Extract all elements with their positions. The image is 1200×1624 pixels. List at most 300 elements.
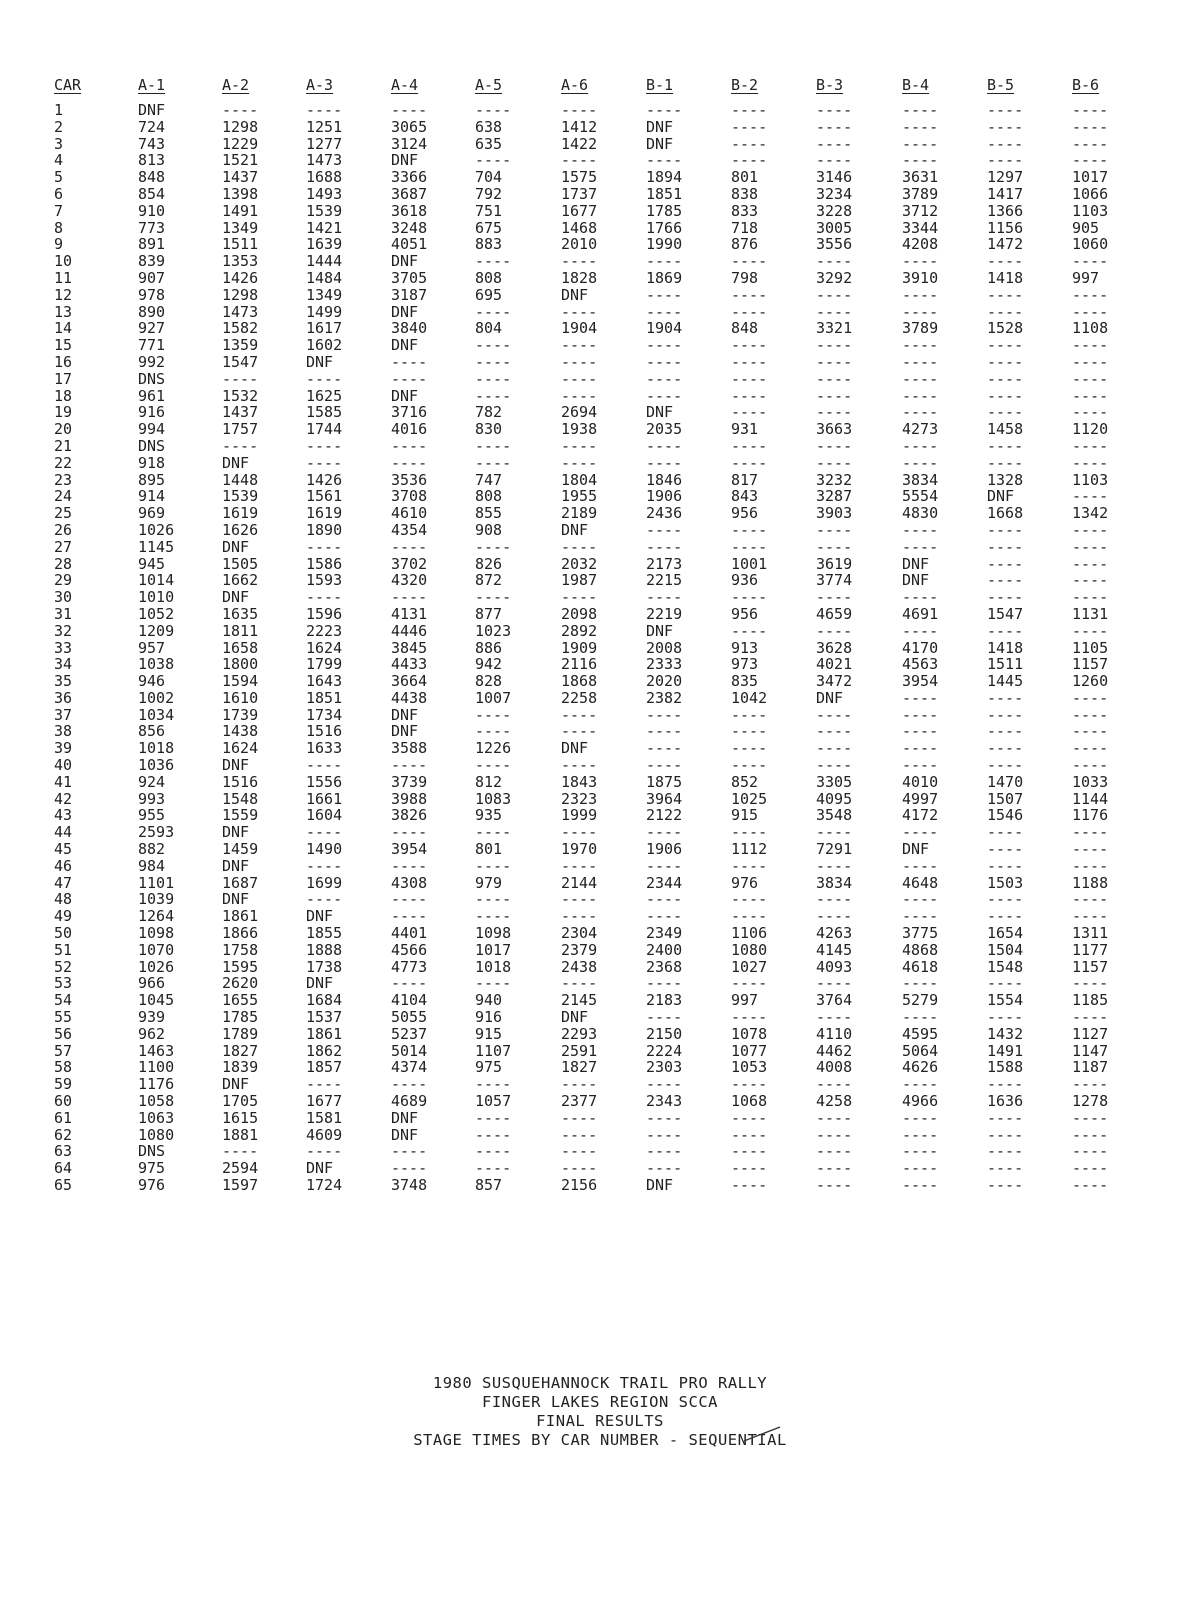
table-row xyxy=(54,673,1132,690)
stage-time-cell: ---- xyxy=(1072,521,1109,539)
stage-time-cell: 1528 xyxy=(987,320,1024,338)
stage-time-cell: ---- xyxy=(987,1177,1024,1194)
stage-time-cell: 1857 xyxy=(306,1059,343,1077)
stage-time-cell: 848 xyxy=(138,169,166,186)
stage-time-cell: ---- xyxy=(475,454,512,472)
stage-time-cell: 804 xyxy=(475,320,503,338)
stage-time-cell: 1103 xyxy=(1072,202,1109,220)
stage-time-cell: ---- xyxy=(902,891,939,909)
stage-time-cell: 1516 xyxy=(306,723,343,741)
stage-time-cell: 1101 xyxy=(138,874,175,892)
stage-time-cell: ---- xyxy=(902,437,939,455)
car-number-cell: 30 xyxy=(54,589,73,606)
stage-time-cell: ---- xyxy=(1072,337,1109,354)
stage-time-cell: ---- xyxy=(391,857,428,875)
stage-time-cell: ---- xyxy=(902,337,939,354)
stage-time-cell: 1251 xyxy=(306,118,343,136)
stage-time-cell: ---- xyxy=(731,253,768,270)
column-header-label: B-6 xyxy=(1072,76,1100,94)
stage-time-cell: 915 xyxy=(475,1025,503,1043)
stage-time-cell: ---- xyxy=(902,152,939,170)
stage-time-cell: ---- xyxy=(391,757,428,774)
stage-time-cell: ---- xyxy=(987,353,1024,371)
stage-time-cell: 4401 xyxy=(391,925,428,942)
table-row xyxy=(54,169,1132,186)
stage-time-cell: 1868 xyxy=(561,673,598,690)
stage-time-cell: 2379 xyxy=(561,941,598,959)
stage-time-cell: ---- xyxy=(816,152,853,170)
stage-time-cell: ---- xyxy=(902,723,939,741)
column-header-a-4 xyxy=(391,66,475,102)
organizer: FINGER LAKES REGION SCCA xyxy=(482,1393,718,1411)
stage-time-cell: ---- xyxy=(816,286,853,304)
stage-time-cell: ---- xyxy=(646,102,683,119)
car-number-cell: 49 xyxy=(54,908,73,926)
stage-time-cell: ---- xyxy=(816,622,853,640)
stage-time-cell: 992 xyxy=(138,353,166,371)
stage-time-cell: 4563 xyxy=(902,656,939,674)
stage-time-cell: 1585 xyxy=(306,404,343,422)
stage-time-cell: 4010 xyxy=(902,773,939,791)
stage-time-cell: ---- xyxy=(987,337,1024,354)
stage-time-cell: ---- xyxy=(561,975,598,993)
stage-time-cell: 2183 xyxy=(646,992,683,1010)
stage-time-cell: ---- xyxy=(1072,891,1109,909)
stage-time-cell: 747 xyxy=(475,471,503,489)
stage-time-cell: 876 xyxy=(731,236,759,254)
stage-time-cell: 2303 xyxy=(646,1059,683,1077)
car-number-cell: 27 xyxy=(54,538,73,556)
stage-time-cell: 997 xyxy=(731,992,759,1010)
stage-time-cell: ---- xyxy=(1072,286,1109,304)
stage-time-cell: 2116 xyxy=(561,656,598,674)
column-header-b-5 xyxy=(987,66,1072,102)
stage-time-cell: ---- xyxy=(391,538,428,556)
stage-time-cell: 1705 xyxy=(222,1093,259,1110)
stage-time-cell: DNF xyxy=(391,253,419,270)
stage-time-cell: 942 xyxy=(475,656,503,674)
stage-time-cell: ---- xyxy=(987,1160,1024,1177)
column-header-label: A-1 xyxy=(138,76,166,94)
stage-time-cell: ---- xyxy=(731,723,768,741)
stage-time-cell: ---- xyxy=(222,437,259,455)
stage-time-cell: ---- xyxy=(475,353,512,371)
stage-time-cell: 1677 xyxy=(561,202,598,220)
stage-time-cell: ---- xyxy=(561,102,598,119)
stage-time-cell: ---- xyxy=(646,353,683,371)
stage-time-cell: ---- xyxy=(646,521,683,539)
stage-time-cell: 4868 xyxy=(902,941,939,959)
stage-time-cell: 1739 xyxy=(222,706,259,724)
stage-time-cell: 813 xyxy=(138,152,166,170)
stage-time-cell: DNF xyxy=(646,1177,674,1194)
stage-time-cell: 4051 xyxy=(391,236,428,254)
car-number-cell: 25 xyxy=(54,505,73,522)
car-number-cell: 16 xyxy=(54,353,73,371)
stage-time-cell: 3248 xyxy=(391,219,428,237)
stage-time-cell: ---- xyxy=(987,1009,1024,1026)
stage-time-cell: 2594 xyxy=(222,1160,259,1177)
stage-time-cell: DNF xyxy=(391,152,419,170)
stage-time-cell: 1894 xyxy=(646,169,683,186)
stage-time-cell: ---- xyxy=(561,1160,598,1177)
stage-time-cell: ---- xyxy=(816,337,853,354)
table-row xyxy=(54,455,1132,472)
table-row xyxy=(54,1059,1132,1076)
stage-time-cell: 1724 xyxy=(306,1177,343,1194)
stage-time-cell: 4308 xyxy=(391,874,428,892)
stage-time-cell: ---- xyxy=(561,253,598,270)
stage-time-cell: 1077 xyxy=(731,1042,768,1060)
stage-time-cell: 1458 xyxy=(987,421,1024,438)
stage-time-cell: 3146 xyxy=(816,169,853,186)
stage-time-cell: DNF xyxy=(222,1076,250,1094)
stage-time-cell: 997 xyxy=(1072,269,1100,287)
stage-time-cell: ---- xyxy=(646,337,683,354)
car-number-cell: 6 xyxy=(54,185,64,203)
table-row xyxy=(54,404,1132,421)
stage-time-cell: ---- xyxy=(816,891,853,909)
table-row xyxy=(54,236,1132,253)
stage-time-cell: 3124 xyxy=(391,135,428,153)
car-number-cell: 65 xyxy=(54,1177,73,1194)
stage-time-cell: 1349 xyxy=(222,219,259,237)
stage-time-cell: ---- xyxy=(306,538,343,556)
stage-time-cell: 3628 xyxy=(816,639,853,657)
stage-time-cell: 3472 xyxy=(816,673,853,690)
stage-time-cell: 1057 xyxy=(475,1093,512,1110)
stage-time-cell: ---- xyxy=(646,152,683,170)
stage-time-cell: ---- xyxy=(222,1143,259,1161)
stage-time-cell: ---- xyxy=(1072,437,1109,455)
stage-time-cell: 1987 xyxy=(561,572,598,590)
stage-time-cell: 1909 xyxy=(561,639,598,657)
stage-time-cell: 1581 xyxy=(306,1109,343,1127)
stage-time-cell: DNF xyxy=(391,706,419,724)
stage-time-cell: 993 xyxy=(138,790,166,808)
car-number-cell: 44 xyxy=(54,824,73,842)
stage-time-cell: ---- xyxy=(816,824,853,842)
stage-time-cell: 3712 xyxy=(902,202,939,220)
table-row xyxy=(54,707,1132,724)
stage-time-cell: 852 xyxy=(731,773,759,791)
stage-time-cell: DNF xyxy=(391,387,419,405)
stage-time-cell: 969 xyxy=(138,505,166,522)
car-number-cell: 28 xyxy=(54,555,73,573)
stage-time-cell: 3664 xyxy=(391,673,428,690)
stage-time-cell: ---- xyxy=(646,706,683,724)
car-number-cell: 31 xyxy=(54,605,73,623)
stage-time-cell: 3834 xyxy=(902,471,939,489)
stage-time-cell: 1904 xyxy=(646,320,683,338)
stage-time-cell: 1459 xyxy=(222,841,259,858)
stage-time-cell: ---- xyxy=(731,152,768,170)
stage-time-cell: ---- xyxy=(731,589,768,606)
stage-time-cell: 1789 xyxy=(222,1025,259,1043)
car-number-cell: 24 xyxy=(54,488,73,506)
stage-time-cell: ---- xyxy=(731,706,768,724)
stage-time-cell: ---- xyxy=(902,1076,939,1094)
stage-time-cell: ---- xyxy=(222,370,259,388)
stage-time-cell: ---- xyxy=(816,1009,853,1026)
stage-time-cell: 1426 xyxy=(306,471,343,489)
stage-time-cell: 1353 xyxy=(222,253,259,270)
stage-time-cell: ---- xyxy=(902,102,939,119)
stage-time-cell: 1105 xyxy=(1072,639,1109,657)
stage-time-cell: 2333 xyxy=(646,656,683,674)
stage-time-cell: ---- xyxy=(987,454,1024,472)
stage-time-cell: 1187 xyxy=(1072,1059,1109,1077)
car-number-cell: 45 xyxy=(54,841,73,858)
stage-time-cell: 1758 xyxy=(222,941,259,959)
stage-time-cell: ---- xyxy=(391,102,428,119)
stage-time-cell: 913 xyxy=(731,639,759,657)
stage-time-cell: ---- xyxy=(306,102,343,119)
stage-time-cell: 1107 xyxy=(475,1042,512,1060)
table-row xyxy=(54,589,1132,606)
stage-time-cell: 1677 xyxy=(306,1093,343,1110)
stage-time-cell: ---- xyxy=(561,1126,598,1144)
stage-time-cell: ---- xyxy=(475,1109,512,1127)
stage-time-cell: ---- xyxy=(1072,1160,1109,1177)
stage-time-cell: 718 xyxy=(731,219,759,237)
stage-time-cell: ---- xyxy=(475,891,512,909)
stage-time-cell: ---- xyxy=(561,152,598,170)
stage-time-cell: 1888 xyxy=(306,941,343,959)
stage-time-cell: 962 xyxy=(138,1025,166,1043)
stage-time-cell: ---- xyxy=(731,387,768,405)
stage-time-cell: 4104 xyxy=(391,992,428,1010)
car-number-cell: 34 xyxy=(54,656,73,674)
stage-time-cell: 1955 xyxy=(561,488,598,506)
stage-time-cell: 1862 xyxy=(306,1042,343,1060)
stage-time-cell: ---- xyxy=(902,1177,939,1194)
stage-time-cell: DNF xyxy=(391,303,419,321)
stage-time-cell: ---- xyxy=(987,370,1024,388)
stage-time-cell: 3702 xyxy=(391,555,428,573)
stage-time-cell: ---- xyxy=(475,757,512,774)
stage-time-cell: 1662 xyxy=(222,572,259,590)
stage-time-cell: 1398 xyxy=(222,185,259,203)
car-number-cell: 4 xyxy=(54,152,64,170)
stage-time-cell: ---- xyxy=(561,303,598,321)
stage-time-cell: 1539 xyxy=(306,202,343,220)
stage-time-cell: ---- xyxy=(646,757,683,774)
stage-time-cell: ---- xyxy=(475,387,512,405)
stage-time-cell: 2224 xyxy=(646,1042,683,1060)
stage-time-cell: 1511 xyxy=(222,236,259,254)
stage-time-cell: 848 xyxy=(731,320,759,338)
stage-time-cell: 1668 xyxy=(987,505,1024,522)
stage-time-cell: ---- xyxy=(1072,488,1109,506)
stage-time-cell: 918 xyxy=(138,454,166,472)
stage-time-cell: 924 xyxy=(138,773,166,791)
stage-time-cell: ---- xyxy=(306,589,343,606)
stage-time-cell: 4689 xyxy=(391,1093,428,1110)
stage-time-cell: 1504 xyxy=(987,941,1024,959)
stage-time-cell: 891 xyxy=(138,236,166,254)
stage-time-cell: 1017 xyxy=(1072,169,1109,186)
table-row xyxy=(54,421,1132,438)
stage-time-cell: ---- xyxy=(987,404,1024,422)
stage-time-cell: ---- xyxy=(475,1076,512,1094)
stage-time-cell: 1176 xyxy=(138,1076,175,1094)
stage-time-cell: 3292 xyxy=(816,269,853,287)
stage-time-cell: DNF xyxy=(646,622,674,640)
stage-time-cell: ---- xyxy=(475,102,512,119)
stage-time-cell: ---- xyxy=(1072,118,1109,136)
car-number-cell: 54 xyxy=(54,992,73,1010)
stage-time-cell: ---- xyxy=(987,723,1024,741)
car-number-cell: 33 xyxy=(54,639,73,657)
stage-time-cell: 915 xyxy=(731,807,759,825)
stage-time-cell: ---- xyxy=(987,857,1024,875)
stage-time-cell: 4438 xyxy=(391,689,428,707)
stage-time-cell: 4609 xyxy=(306,1126,343,1144)
car-number-cell: 8 xyxy=(54,219,64,237)
stage-time-cell: 4016 xyxy=(391,421,428,438)
stage-time-cell: ---- xyxy=(306,824,343,842)
stage-time-cell: 3845 xyxy=(391,639,428,657)
table-row xyxy=(54,320,1132,337)
stage-time-cell: ---- xyxy=(646,824,683,842)
table-row xyxy=(54,572,1132,589)
stage-time-cell: 1639 xyxy=(306,236,343,254)
stage-time-cell: 1417 xyxy=(987,185,1024,203)
stage-time-cell: 1297 xyxy=(987,169,1024,186)
stage-time-cell: 3789 xyxy=(902,320,939,338)
stage-time-cell: 1311 xyxy=(1072,925,1109,942)
stage-time-cell: 1559 xyxy=(222,807,259,825)
stage-time-cell: 801 xyxy=(731,169,759,186)
stage-time-cell: 1687 xyxy=(222,874,259,892)
stage-time-cell: ---- xyxy=(816,1126,853,1144)
stage-time-cell: 4273 xyxy=(902,421,939,438)
stage-time-cell: ---- xyxy=(1072,841,1109,858)
table-row xyxy=(54,102,1132,119)
stage-time-cell: 1636 xyxy=(987,1093,1024,1110)
stage-time-cell: 1861 xyxy=(306,1025,343,1043)
car-number-cell: 37 xyxy=(54,706,73,724)
stage-time-cell: 1264 xyxy=(138,908,175,926)
table-row xyxy=(54,1026,1132,1043)
stage-time-cell: 1800 xyxy=(222,656,259,674)
stage-time-cell: 1521 xyxy=(222,152,259,170)
table-row xyxy=(54,1093,1132,1110)
table-row xyxy=(54,1143,1132,1160)
stage-time-cell: 4320 xyxy=(391,572,428,590)
table-row xyxy=(54,807,1132,824)
stage-time-cell: 2344 xyxy=(646,874,683,892)
stage-time-cell: DNF xyxy=(561,740,589,758)
stage-time-cell: 2593 xyxy=(138,824,175,842)
stage-time-cell: 4997 xyxy=(902,790,939,808)
table-row xyxy=(54,1110,1132,1127)
stage-time-cell: 854 xyxy=(138,185,166,203)
stage-time-cell: ---- xyxy=(731,857,768,875)
stage-time-cell: ---- xyxy=(731,1076,768,1094)
stage-time-cell: ---- xyxy=(1072,589,1109,606)
stage-time-cell: DNS xyxy=(138,1143,166,1161)
stage-time-cell: ---- xyxy=(902,404,939,422)
stage-time-cell: 1554 xyxy=(987,992,1024,1010)
column-header-label: B-1 xyxy=(646,76,674,94)
stage-time-cell: ---- xyxy=(816,253,853,270)
stage-time-cell: 1018 xyxy=(138,740,175,758)
table-row xyxy=(54,942,1132,959)
stage-time-cell: ---- xyxy=(731,521,768,539)
stage-time-cell: ---- xyxy=(816,521,853,539)
stage-time-cell: 931 xyxy=(731,421,759,438)
car-number-cell: 2 xyxy=(54,118,64,136)
table-row xyxy=(54,858,1132,875)
car-number-cell: 61 xyxy=(54,1109,73,1127)
stage-time-cell: 4021 xyxy=(816,656,853,674)
car-number-cell: 23 xyxy=(54,471,73,489)
column-header-label: B-4 xyxy=(902,76,930,94)
stage-time-cell: 1083 xyxy=(475,790,512,808)
stage-time-cell: 1593 xyxy=(306,572,343,590)
stage-time-cell: 1811 xyxy=(222,622,259,640)
stage-time-cell: ---- xyxy=(987,1109,1024,1127)
column-header-car xyxy=(54,66,138,102)
stage-time-cell: 1412 xyxy=(561,118,598,136)
stage-time-cell: ---- xyxy=(646,437,683,455)
stage-time-cell: ---- xyxy=(816,740,853,758)
stage-time-cell: ---- xyxy=(306,757,343,774)
stage-time-cell: 1655 xyxy=(222,992,259,1010)
stage-time-cell: 4095 xyxy=(816,790,853,808)
stage-time-cell: ---- xyxy=(816,404,853,422)
stage-time-cell: ---- xyxy=(475,706,512,724)
stage-time-cell: 1828 xyxy=(561,269,598,287)
stage-time-cell: ---- xyxy=(306,437,343,455)
table-row xyxy=(54,791,1132,808)
stage-time-cell: ---- xyxy=(1072,622,1109,640)
stage-time-cell: ---- xyxy=(902,824,939,842)
stage-time-cell: ---- xyxy=(987,757,1024,774)
table-row xyxy=(54,186,1132,203)
stage-time-cell: 966 xyxy=(138,975,166,993)
stage-time-cell: 2620 xyxy=(222,975,259,993)
stage-time-cell: 1444 xyxy=(306,253,343,270)
stage-time-cell: ---- xyxy=(902,689,939,707)
stage-time-cell: 1539 xyxy=(222,488,259,506)
stage-time-cell: ---- xyxy=(475,253,512,270)
stage-time-cell: 975 xyxy=(138,1160,166,1177)
stage-time-cell: 2150 xyxy=(646,1025,683,1043)
stage-time-cell: 1851 xyxy=(646,185,683,203)
stage-time-cell: 1080 xyxy=(138,1126,175,1144)
stage-time-cell: 3716 xyxy=(391,404,428,422)
column-header-a-5 xyxy=(475,66,561,102)
stage-time-cell: 936 xyxy=(731,572,759,590)
stage-time-cell: ---- xyxy=(646,253,683,270)
stage-time-cell: ---- xyxy=(475,824,512,842)
stage-time-cell: 3789 xyxy=(902,185,939,203)
stage-time-cell: 5554 xyxy=(902,488,939,506)
stage-time-cell: 2892 xyxy=(561,622,598,640)
table-row xyxy=(54,270,1132,287)
table-row xyxy=(54,203,1132,220)
stage-time-cell: ---- xyxy=(475,1160,512,1177)
stage-time-cell: ---- xyxy=(902,370,939,388)
stage-time-cell: 1131 xyxy=(1072,605,1109,623)
stage-time-cell: DNF xyxy=(391,1109,419,1127)
stage-time-cell: 1624 xyxy=(222,740,259,758)
stage-time-cell: ---- xyxy=(391,1143,428,1161)
stage-time-cell: 1018 xyxy=(475,958,512,976)
